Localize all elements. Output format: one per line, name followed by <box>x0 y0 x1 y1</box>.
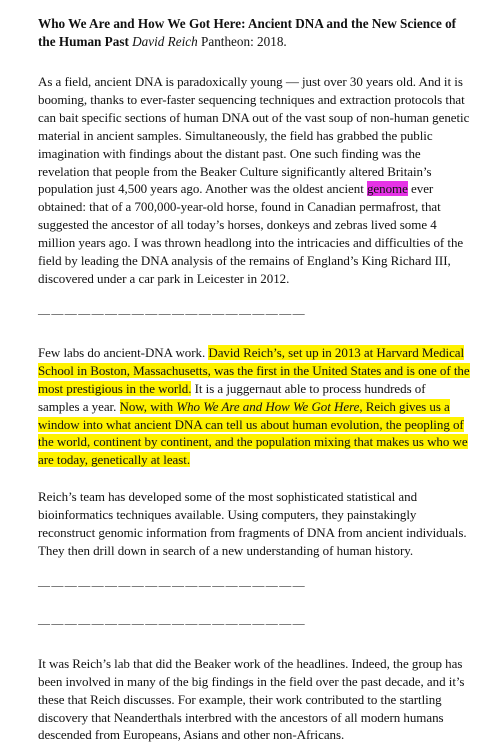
highlight-book-title: Who We Are and How We Got Here <box>176 398 360 414</box>
book-author: David Reich <box>132 34 198 49</box>
book-title: Who We Are and How We Got Here: Ancient DNA and the New Science of the Human Past <box>38 16 457 49</box>
intro-text-a: As a field, ancient DNA is paradoxically young — just over 30 years old. And it is booming, thanks to ever-faster sequencing techniques and extraction protocols that can bait specific sections of human DNA out of the vast soup of non-human genetic material in ancient samples. Simultaneously, the field has grabbed the public imagination with findings about the distant past. One such finding was the revelation that people from the Beaker Culture significantly altered Britain’s population just 4,500 years ago. Another was the oldest ancient <box>38 74 470 197</box>
intro-text-b: ever obtained: that of a 700,000-year-old horse, found in Canadian permafrost, that suggested the ancestor of all today’s horses, donkeys and zebras lived some 4 million years ago. I was thrown headlong into the intricacies and difficulties of the field by leading the DNA analysis of the remains of England’s King Richard III, discovered under a car park in Leicester in 2012. <box>38 181 464 286</box>
paragraph-team: Reich’s team has developed some of the most sophisticated statistical and bioinformatics techniques available. Using computers, they painstakingly reconstruct genomic information from fragments of DNA from ancient individuals. They then drill down in search of a new understanding of human history. <box>38 489 467 558</box>
paragraph-beaker: It was Reich’s lab that did the Beaker work of the headlines. Indeed, the group has been involved in many of the big findings in the field over the past decade, and it’s these that Reich discusses. For example, their work contributed to the startling discovery that Neanderthals interbred with the ancestors of all modern humans descended from Europeans, Asians and other non-Africans. <box>38 655 465 743</box>
book-review-page <box>38 15 470 744</box>
highlight-window-b: , Reich gives us a window into what ancient DNA can tell us about human evolution, the peopling of the world, continent by continent, and the population mixing that makes us who we are today, genetically at least. <box>38 398 468 468</box>
highlighted-word-genome: genome <box>366 181 408 197</box>
review-heading <box>38 15 470 51</box>
paragraph-labs <box>38 344 470 469</box>
section-divider: ———————————————————— <box>38 577 306 592</box>
highlight-reich-lab: David Reich’s, set up in 2013 at Harvard Medical School in Boston, Massachusetts, was the first in the United States and is one of the most prestigious in the world. <box>38 344 470 396</box>
labs-text-c: It is a juggernaut able to process hundreds of samples a year. <box>38 380 426 414</box>
labs-text-a: Few labs do ancient-DNA work. <box>38 344 209 360</box>
section-divider: ———————————————————— <box>38 615 306 630</box>
highlight-window-a: Now, with <box>119 398 177 414</box>
book-publisher: Pantheon: 2018. <box>201 34 287 49</box>
section-divider: ———————————————————— <box>38 305 306 320</box>
paragraph-intro <box>38 73 470 288</box>
